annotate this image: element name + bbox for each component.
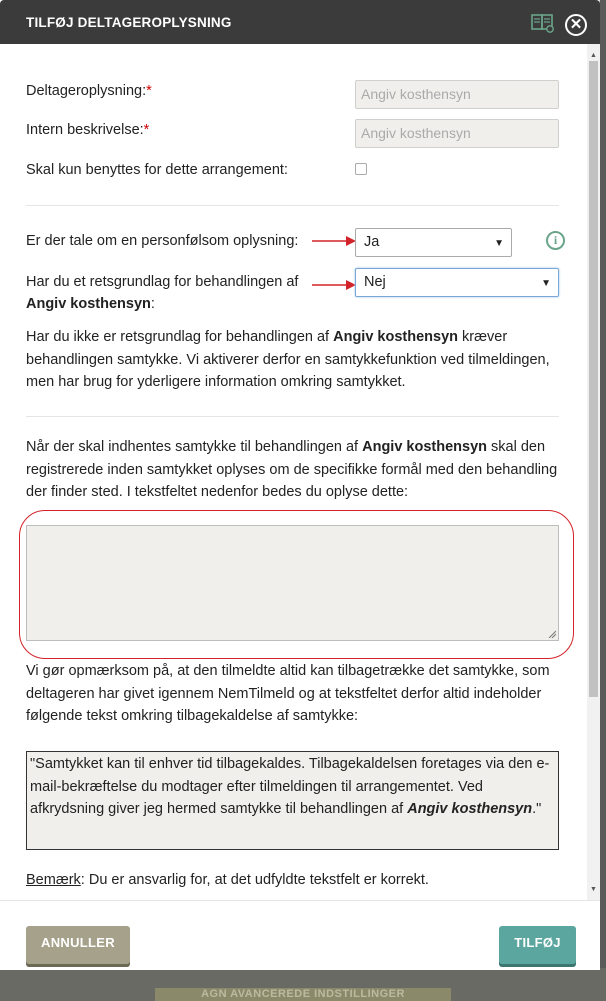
consent-quote-box: "Samtykket kan til enhver tid tilbagekaldes. Tilbagekaldelsen foretages via den e-mail-bekræftelse du modtager efter tilmeldingen til arrangementet. Ved afkrydsning giver jeg hermed samtykke til behandlingen af Angiv kosthensyn." [26, 751, 559, 850]
scrollbar-thumb[interactable] [589, 61, 598, 697]
deltageroplysning-label: Deltageroplysning:* [26, 83, 152, 99]
deltageroplysning-input[interactable]: Angiv kosthensyn [355, 80, 559, 109]
personfoelsom-label: Er der tale om en personfølsom oplysning: [26, 233, 299, 249]
intern-beskrivelse-label: Intern beskrivelse:* [26, 122, 150, 138]
dialog-header [0, 0, 600, 44]
kun-dette-arrangement-checkbox[interactable] [355, 163, 367, 175]
retsgrundlag-select-value: Nej [364, 274, 386, 290]
annotation-arrow [312, 235, 356, 247]
note-text: Bemærk: Du er ansvarlig for, at det udfyldte tekstfelt er korrekt. [26, 872, 429, 888]
cancel-button[interactable]: ANNULLER [26, 926, 130, 964]
annotation-arrow [312, 279, 356, 291]
withdraw-info-text: Vi gør opmærksom på, at den tilmeldte altid kan tilbagetrække det samtykke, som deltageren har givet igennem NemTilmeld og at tekstfeltet derfor altid indeholder følgende tekst omkring tilbagekaldelse af samtykke: [26, 663, 550, 725]
personfoelsom-select-value: Ja [364, 234, 380, 250]
kun-dette-arrangement-label: Skal kun benyttes for dette arrangement: [26, 162, 288, 178]
required-mark: * [143, 122, 150, 138]
personfoelsom-select[interactable] [355, 228, 512, 257]
divider [26, 416, 559, 417]
purpose-info-text: Når der skal indhentes samtykke til behandlingen af Angiv kosthensyn skal den registrerede inden samtykket oplyses om de specifikke formål med den behandling der finder sted. I tekstfeltet nedenfor bedes du oplyse dette: [26, 439, 558, 501]
chevron-down-icon: ▼ [541, 278, 551, 289]
consent-info-text: Har du ikke er retsgrundlag for behandlingen af Angiv kosthensyn kræver behandlingen samtykke. Vi aktiverer derfor en samtykkefunktion ved tilmeldingen, men har brug for yderligere information omkring samtykket. [26, 329, 550, 391]
chevron-down-icon: ▼ [494, 238, 504, 249]
scroll-down-arrow-icon[interactable]: ▼ [590, 886, 597, 893]
scroll-up-arrow-icon[interactable]: ▲ [590, 52, 597, 59]
retsgrundlag-select[interactable] [355, 268, 559, 297]
retsgrundlag-label: Har du et retsgrundlag for behandlingen af Angiv kosthensyn: [26, 274, 299, 312]
info-icon[interactable]: i [546, 231, 565, 250]
close-icon[interactable]: ✕ [565, 14, 587, 36]
divider [26, 205, 559, 206]
note-label: Bemærk [26, 872, 81, 888]
dialog-title: TILFØJ DELTAGEROPLYSNING [26, 15, 232, 30]
annotation-highlight-ring [19, 510, 574, 659]
background-advanced-settings-button: AGN AVANCEREDE INDSTILLINGER [155, 988, 451, 1001]
required-mark: * [146, 83, 152, 99]
intern-beskrivelse-input[interactable]: Angiv kosthensyn [355, 119, 559, 148]
add-button[interactable]: TILFØJ [499, 926, 576, 964]
book-settings-icon[interactable] [531, 13, 555, 33]
